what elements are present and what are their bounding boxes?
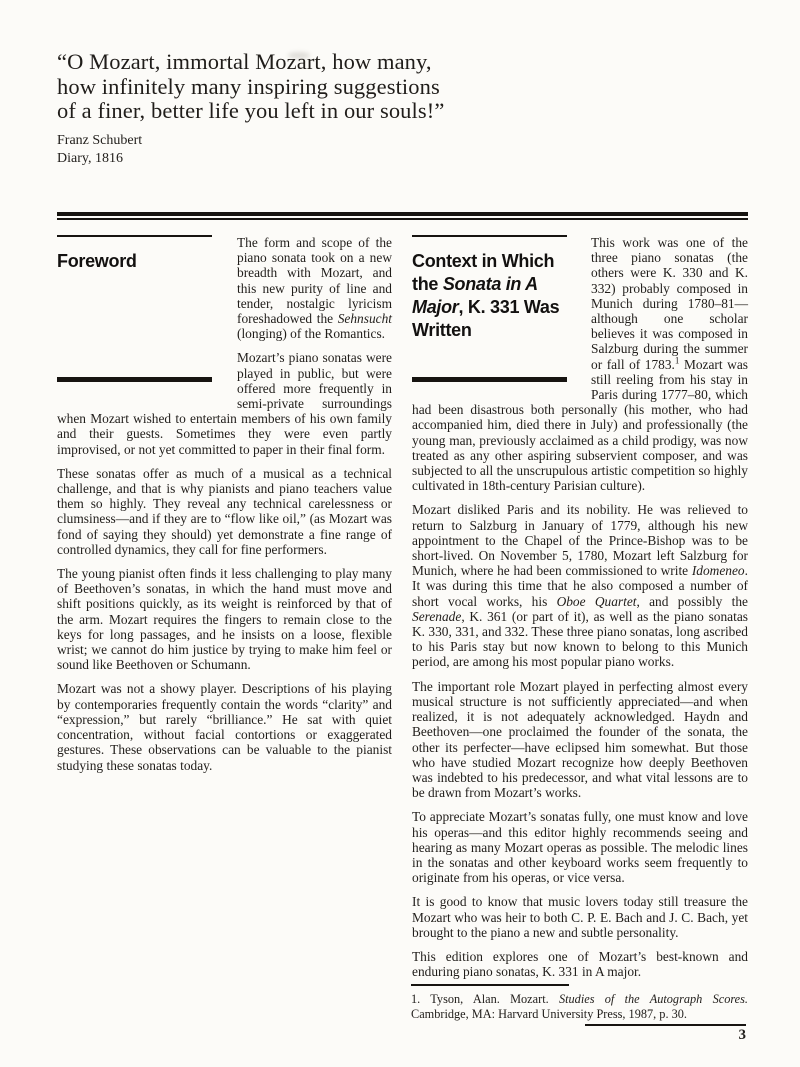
- epigraph-line: “O Mozart, immortal Mozart, how many,: [57, 49, 432, 74]
- epigraph-line: of a finer, better life you left in our souls!”: [57, 98, 445, 123]
- divider-thick-line: [57, 212, 748, 216]
- footnote-reference: 1: [674, 355, 680, 366]
- context-paragraph: Mozart disliked Paris and its nobility. He was relieved to return to Salzburg in January of 1779, although his new appointment to the Chapel of the Prince-Bishop was to be short-lived. On November 5, 1780, Mozart left Salzburg for Munich, where he had been commissioned to write Idomeneo. It was during this time that he also composed a number of short vocal works, his Oboe Quartet, and possibly the Serenade, K. 361 (or part of it), as well as the piano sonatas K. 330, 331, and 332. These three piano sonatas, long ascribed to his Paris stay but now known to belong to this Munich period, are among his most popular piano works.: [412, 502, 748, 670]
- section-divider-rule: [57, 212, 748, 220]
- foreword-paragraph: Mozart’s piano sonatas were played in public, but were offered more frequently in semi-private surroundings when Mozart wished to entertain members of his own family and their guests. Sometimes they were even partly improvised, or not yet committed to paper in their final form.: [57, 350, 392, 457]
- footer-rule: [585, 1024, 746, 1026]
- context-heading-block: [412, 235, 567, 401]
- footnote: 1. Tyson, Alan. Mozart. Studies of the Autograph Scores. Cambridge, MA: Harvard University Press, 1987, p. 30.: [411, 992, 748, 1021]
- foreword-section: [57, 235, 392, 988]
- epigraph-source: Diary, 1816: [57, 150, 123, 166]
- foreword-heading-block: [57, 235, 212, 409]
- context-section: [412, 235, 748, 988]
- epigraph-line: how infinitely many inspiring suggestions: [57, 73, 440, 99]
- footnote-divider-rule: [411, 984, 569, 986]
- context-heading-bottom-rule: [412, 377, 567, 382]
- context-paragraph: This work was one of the three piano sonatas (the others were K. 330 and K. 332) probably composed in Munich during 1780–81—although one scholar believes it was composed in Salzburg during the summer or fall of 1783.$^1$ Mozart was still reeling from his stay in Paris during 1777–80, which had been disastrous both personally (his mother, who had accompanied him, died there in July) and professionally (the young man, previously acclaimed as a child prodigy, was now treated as any other aspiring subservient composer, and was subjected to all the unscrupulous artistic competition so highly cultivated in 18th-century Parisian culture).: [412, 235, 748, 494]
- foreword-paragraph: The young pianist often finds it less challenging to play many of Beethoven’s sonatas, in which the hand must move and shift positions quickly, as its weight is reinforced by that of the arm. Mozart requires the fingers to remain close to the keys for long passages, and he insists on a loose, flexible wrist; we cannot do him justice by trying to make him feel or sound like Beethoven or Schumann.: [57, 566, 392, 673]
- body-columns: [57, 235, 748, 988]
- context-paragraph: This edition explores one of Mozart’s best-known and enduring piano sonatas, K. 331 in A major.: [412, 948, 748, 980]
- foreword-paragraph: These sonatas offer as much of a musical as a technical challenge, and that is why pianists and piano teachers value them so highly. They reveal any technical carelessness or clumsiness—and if they are to “flow like oil,” (as Mozart was fond of saying they should) yet demonstrate a fine range of controlled dynamics, they call for fine performers.: [57, 465, 392, 557]
- context-paragraph: The important role Mozart played in perfecting almost every musical structure is not sufficiently appreciated—and when realized, it is not adequately acknowledged. Haydn and Beethoven—one proclaimed the founder of the sonata, the other its perfecter—have eclipsed him somewhat. But those who have studied Mozart recognize how deeply Beethoven was indebted to his predecessor, and what vital lessons are to be drawn from Mozart’s works.: [412, 678, 748, 801]
- epigraph-attribution: Franz Schubert: [57, 132, 143, 148]
- foreword-paragraph: The form and scope of the piano sonata took on a new breadth with Mozart, and this new purity of line and tender, nostalgic lyricism foreshadowed the Sehnsucht (longing) of the Romantics.: [237, 235, 392, 342]
- context-heading: Context in Which the Sonata in A Major, K. 331 Was Written: [412, 251, 560, 340]
- foreword-heading: Foreword: [57, 251, 137, 271]
- epigraph: [57, 50, 537, 168]
- context-paragraph: It is good to know that music lovers today still treasure the Mozart who was heir to both C. P. E. Bach and J. C. Bach, yet brought to the piano a new and subtle personality.: [412, 894, 748, 940]
- foreword-paragraph: Mozart was not a showy player. Descriptions of his playing by contemporaries frequently contain the words “clarity” and “expression,” but rarely “brilliance.” He sat with quiet concentration, without facial contortions or exaggerated gestures. These observations can be valuable to the pianist studying these sonatas today.: [57, 681, 392, 773]
- page-number: 3: [738, 1027, 746, 1043]
- context-paragraph: To appreciate Mozart’s sonatas fully, one must know and love his operas—and this editor highly recommends seeing and hearing as many Mozart operas as possible. The melodic lines in the sonatas and other keyboard works seem frequently to originate from his operas, or vice versa.: [412, 809, 748, 886]
- foreword-heading-bottom-rule: [57, 377, 212, 382]
- divider-thin-line: [57, 218, 748, 220]
